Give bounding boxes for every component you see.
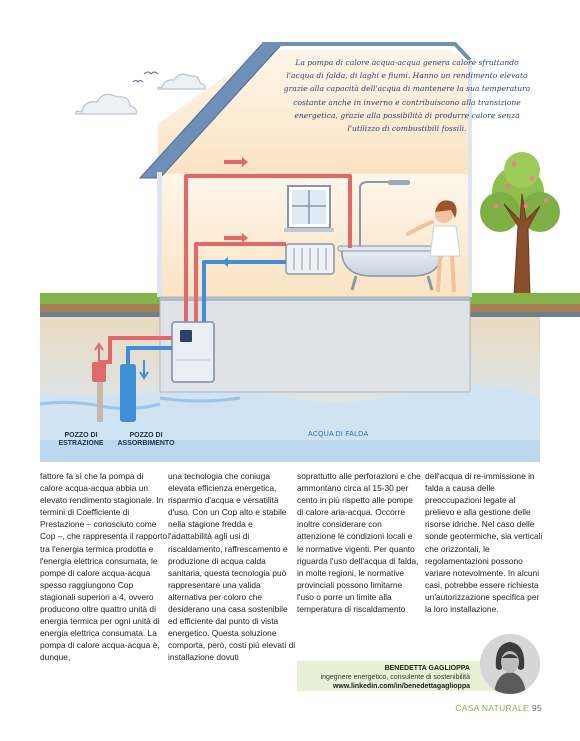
page-number: 95 xyxy=(531,703,542,713)
well-absorption-label: POZZO DI ASSORBIMENTO xyxy=(117,432,175,447)
well-extraction-label: POZZO DI ESTRAZIONE xyxy=(58,432,104,447)
aquifer-label: ACQUA DI FALDA xyxy=(308,431,369,438)
author-name: BENEDETTA GAGLIOPPA xyxy=(384,665,470,672)
illustration-caption: La pompa di calore acqua-acqua genera calore sfruttando l'acqua di falda, di laghi e fiumi. Hanno un rendimento elevato grazie alla capacità dell'acqua di mantenere la sua temperatura costante anche in inverno e contribuiscono alla transizione energetica, grazie alla possibilità di produrre calore senza l'utilizzo di combustibili fossili. xyxy=(283,58,531,134)
article-column-2: una tecnologia che coniuga elevata efficienza energetica, risparmio d'acqua e versatilità d'uso. Con un Cop alto e stabile nella stagione fredda e l'adattabilità agli usi di riscaldamento, raffrescamento e produzione di acqua calda sanitaria, questa tecnologia può rappresentare una valida alternativa per coloro che desiderano una casa sostenibile ed efficiente dal punto di vista energetico. Questa soluzione comporta, però, costi più elevati di installazione dovuti xyxy=(168,471,296,663)
article-column-1: fattore fa sì che la pompa di calore acqua-acqua abbia un elevato rendimento stagionale. In termini di Coefficiente di Prestazione – conosciuto come Cop –, che rappresenta il rapporto tra l'energia termica prodotta e l'energia elettrica consumata, le pompe di calore acqua-acqua spesso raggiungono Cop stagionali superiori a 4, ovvero producono oltre quattro unità di energia termica per ogni unità di energia elettrica consumata. La pompa di calore acqua-acqua è, dunque, xyxy=(40,471,168,663)
magazine-name: CASA NATURALE xyxy=(455,703,529,713)
radiator-icon xyxy=(286,244,334,274)
author-avatar xyxy=(480,634,540,694)
heat-pump-unit xyxy=(172,322,214,382)
author-byline xyxy=(297,661,503,691)
author-role: ingegnere energetico, consulente di sostenibilità xyxy=(320,674,470,681)
window xyxy=(284,186,334,232)
article-column-4: dell'acqua di re-immissione in falda a causa delle preoccupazioni legate al prelievo e alla gestione delle risorse idriche. Nel caso delle sonde geotermiche, sia verticali che orizzontali, le regolamentazioni possono variare notevolmente. In alcuni casi, potrebbe essere richiesta un'autorizzazione specifica per la loro installazione. xyxy=(425,471,543,615)
article-column-3: soprattutto alle perforazioni e che ammontano circa al 15-30 per cento in più rispetto alle pompe di calore aria-acqua. Occorre inoltre considerare con attenzione le condizioni locali e le normative vigenti. Per quanto riguarda l'uso dell'acqua di falda, in molte regioni, le normative provinciali possono limitarne l'uso o porre un limite alla temperatura di riscaldamento xyxy=(297,471,421,615)
author-linkedin-link[interactable]: www.linkedin.com/in/benedettagaglioppa xyxy=(332,683,470,690)
page-footer xyxy=(455,703,542,713)
